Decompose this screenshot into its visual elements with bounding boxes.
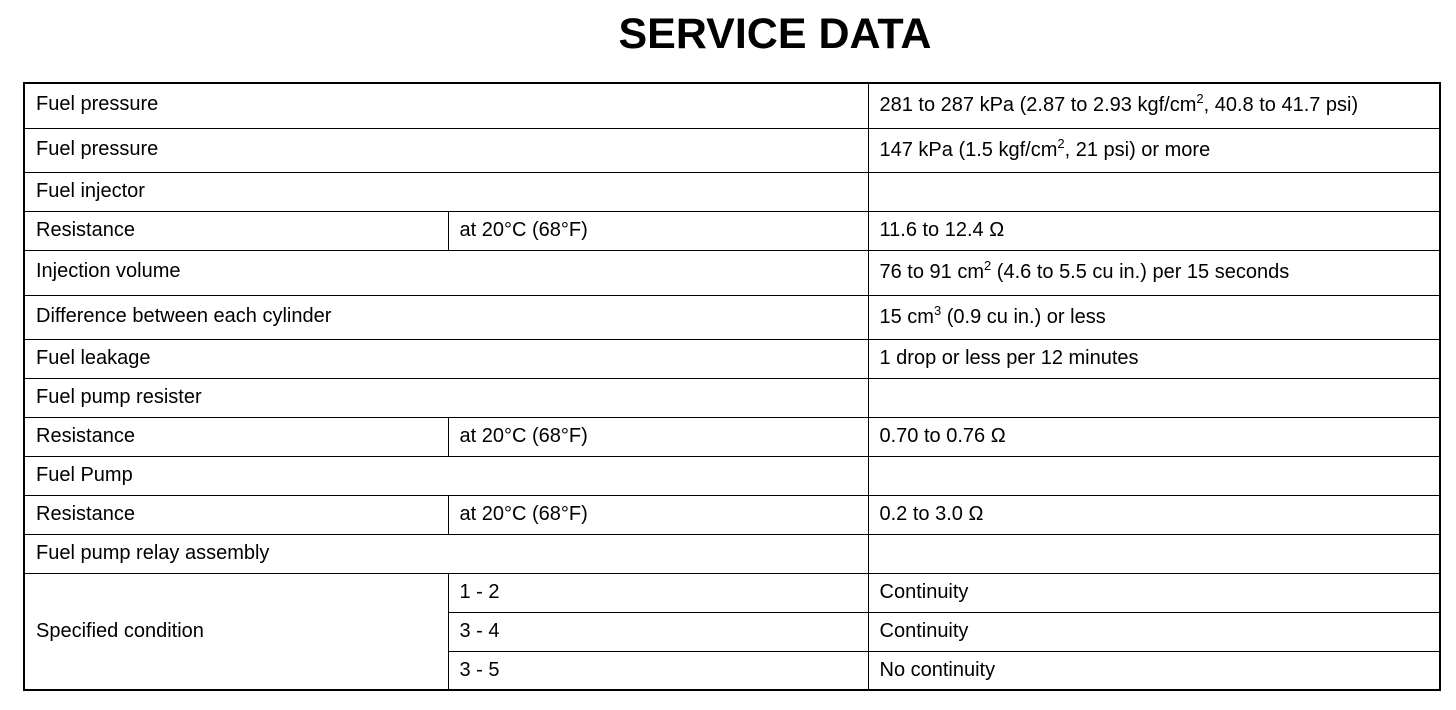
- value-cell: 0.2 to 3.0 Ω: [868, 495, 1440, 534]
- table-row: [24, 456, 1440, 495]
- item-cell: Fuel pump resister: [24, 378, 868, 417]
- item-cell: Resistance: [24, 211, 448, 250]
- condition-cell: at 20°C (68°F): [448, 495, 868, 534]
- terminal-cell: 3 - 5: [448, 651, 868, 690]
- service-data-table: [23, 82, 1441, 691]
- table-row: [24, 250, 1440, 295]
- item-cell: Fuel pressure: [24, 83, 868, 128]
- value-superscript: 2: [1057, 135, 1065, 151]
- specified-condition-cell: Specified condition: [24, 573, 448, 690]
- value-text: 281 to 287 kPa (2.87 to 2.93 kgf/cm: [879, 94, 1197, 117]
- table-row: [24, 83, 1440, 128]
- value-text: 76 to 91 cm: [879, 261, 985, 283]
- condition-cell: at 20°C (68°F): [448, 211, 868, 250]
- terminal-cell: 1 - 2: [448, 573, 868, 612]
- table-row: [24, 573, 1440, 612]
- terminal-cell: 3 - 4: [448, 612, 868, 651]
- value-text: 15 cm: [879, 305, 934, 328]
- value-superscript: 2: [984, 258, 992, 273]
- value-cell: [868, 250, 1440, 295]
- value-cell: [868, 295, 1440, 339]
- result-cell: Continuity: [868, 612, 1440, 651]
- item-cell: Difference between each cylinder: [24, 295, 868, 339]
- value-cell: [868, 378, 1440, 417]
- value-cell: 11.6 to 12.4 Ω: [868, 211, 1440, 250]
- value-text: , 21 psi) or more: [1064, 138, 1211, 161]
- value-superscript: 3: [933, 302, 942, 318]
- value-text: , 40.8 to 41.7 psi): [1203, 94, 1359, 117]
- value-cell: [868, 534, 1440, 573]
- value-cell: [868, 83, 1440, 128]
- table-row: [24, 417, 1440, 456]
- item-cell: Resistance: [24, 495, 448, 534]
- value-text: (4.6 to 5.5 cu in.) per 15 seconds: [991, 261, 1290, 283]
- value-text: 147 kPa (1.5 kgf/cm: [879, 138, 1058, 161]
- table-row: [24, 172, 1440, 211]
- item-cell: Fuel injector: [24, 172, 868, 211]
- value-superscript: 2: [1196, 91, 1204, 107]
- table-row: [24, 534, 1440, 573]
- value-cell: [868, 172, 1440, 211]
- table-row: [24, 211, 1440, 250]
- condition-cell: at 20°C (68°F): [448, 417, 868, 456]
- value-text: (0.9 cu in.) or less: [941, 305, 1106, 328]
- value-cell: [868, 456, 1440, 495]
- value-cell: 0.70 to 0.76 Ω: [868, 417, 1440, 456]
- item-cell: Fuel Pump: [24, 456, 868, 495]
- item-cell: Fuel leakage: [24, 339, 868, 378]
- value-cell: [868, 128, 1440, 172]
- result-cell: No continuity: [868, 651, 1440, 690]
- item-cell: Injection volume: [24, 250, 868, 295]
- table-row: [24, 495, 1440, 534]
- item-cell: Fuel pump relay assembly: [24, 534, 868, 573]
- table-row: [24, 128, 1440, 172]
- table-row: [24, 378, 1440, 417]
- page-title: SERVICE DATA: [618, 10, 932, 58]
- item-cell: Fuel pressure: [24, 128, 868, 172]
- table-row: [24, 295, 1440, 339]
- result-cell: Continuity: [868, 573, 1440, 612]
- item-cell: Resistance: [24, 417, 448, 456]
- value-cell: 1 drop or less per 12 minutes: [868, 339, 1440, 378]
- table-row: [24, 339, 1440, 378]
